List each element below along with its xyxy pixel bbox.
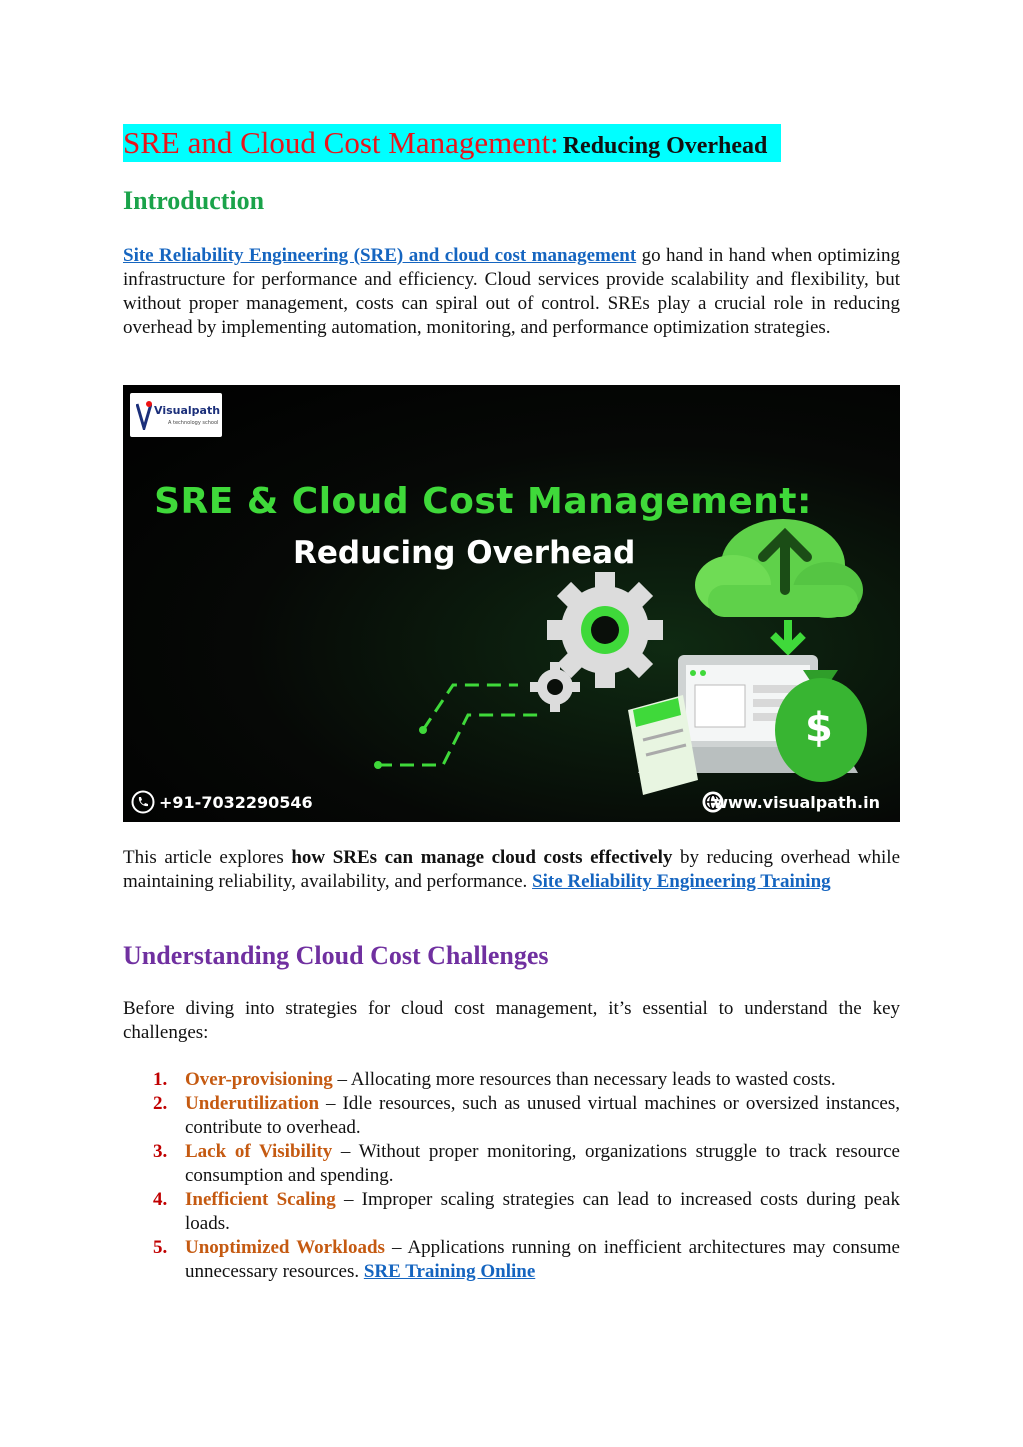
banner-phone: +91-7032290546 [159,793,313,812]
title-main: SRE and Cloud Cost Management [123,125,551,160]
article-paragraph [123,846,900,894]
banner-website: www.visualpath.in [713,793,880,812]
list-number: 2. [153,1093,168,1114]
article-text-pre: This article explores [123,847,292,868]
introduction-paragraph [123,244,900,340]
list-text: – Allocating more resources than necessary leads to wasted costs. [332,1069,836,1090]
list-text: – Applications running on inefficient architectures may consume unnecessary resources. [185,1237,900,1282]
list-term: Underutilization [185,1093,320,1114]
challenges-list [123,1068,900,1284]
list-term: Lack of Visibility [185,1141,333,1162]
list-text: – Idle resources, such as unused virtual machines or oversized instances, contribute to overhead. [185,1093,900,1138]
list-item [123,1188,900,1236]
banner-image [123,385,900,822]
list-term: Inefficient Scaling [185,1189,336,1210]
banner-subtitle: Reducing Overhead [293,535,636,571]
cloud-icon [695,519,863,618]
title-subtitle: Reducing Overhead [562,133,768,159]
list-number: 1. [153,1069,168,1090]
article-bold: how SREs can manage cloud costs effectively [291,847,673,868]
visualpath-logo [130,393,222,437]
title-colon: : [550,125,559,160]
list-item [123,1236,900,1284]
list-term: Unoptimized Workloads [185,1237,385,1258]
logo-tagline: A technology school [168,420,219,426]
list-text: – Improper scaling strategies can lead to increased costs during peak loads. [185,1189,900,1234]
list-term: Over-provisioning [185,1069,333,1090]
phone-icon [131,790,155,814]
banner-title: SRE & Cloud Cost Management: [154,481,812,522]
list-number: 3. [153,1141,168,1162]
document-title [123,124,781,162]
introduction-heading: Introduction [123,186,265,215]
sre-training-link[interactable]: Site Reliability Engineering Training [532,871,831,892]
challenges-intro: Before diving into strategies for cloud cost management, it’s essential to understand the key challenges: [123,998,900,1043]
list-item [123,1068,900,1092]
list-item [123,1140,900,1188]
logo-name: Visualpath [154,404,221,417]
article-text-post: by reducing overhead while maintaining reliability, availability, and performance. [123,847,901,892]
challenges-heading: Understanding Cloud Cost Challenges [123,941,549,970]
banner-artwork [123,385,900,822]
introduction-text: go hand in hand when optimizing infrastructure for performance and efficiency. Cloud services provide scalability and flexibility, but without proper management, costs can spiral out of control. SREs play a crucial role in reducing overhead by implementing automation, monitoring, and performance optimization strategies. [123,245,900,338]
list-number: 5. [153,1237,168,1258]
sre-cloud-cost-link[interactable]: Site Reliability Engineering (SRE) and cloud cost management [123,245,637,266]
gear-icon [547,572,663,688]
visualpath-logo-mark [136,400,152,430]
dollar-sign: $ [805,705,833,751]
sre-training-online-link[interactable]: SRE Training Online [363,1261,536,1282]
list-item [123,1092,900,1140]
list-number: 4. [153,1189,168,1210]
list-text: – Without proper monitoring, organizations struggle to track resource consumption and spending. [185,1141,900,1186]
